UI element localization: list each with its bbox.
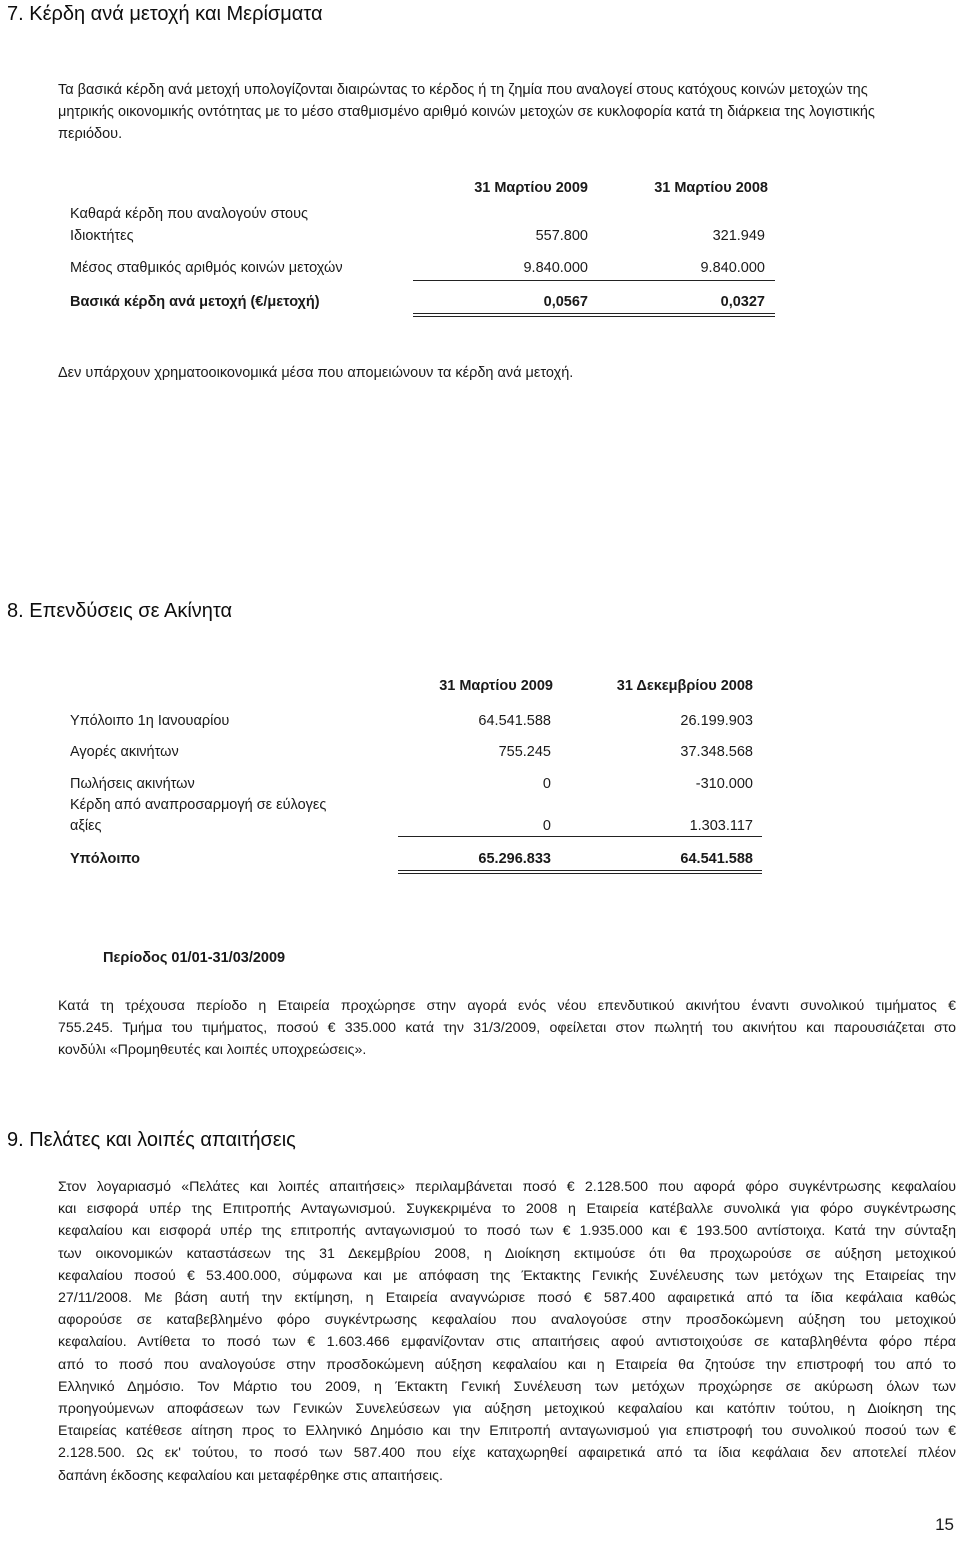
eps-shares-2009: 9.840.000 (523, 260, 588, 276)
eps-shares-2008: 9.840.000 (700, 260, 765, 276)
receivables-line-2: και εισφορά υπέρ της Επιτροπής Ανταγωνισμού. Συγκεκριμένα το 2008 η Εταιρεία κατέβαλλε συνολικά για φόρο συγκέντρωσης (58, 1201, 956, 1218)
intro-line-2: μητρικής οικονομικής οντότητας με το μέσο σταθμισμένο αριθμό κοινών μετοχών σε κυκλοφορία κατά τη διάρκεια της λογιστικής (58, 104, 875, 120)
intro-line-3: περιόδου. (58, 126, 123, 142)
inv-fairvalue-2009: 0 (542, 818, 551, 834)
inv-opening-2008: 26.199.903 (680, 713, 753, 729)
inv-purchases-2009: 755.245 (498, 744, 551, 760)
inv-row-purchases-label: Αγορές ακινήτων (70, 744, 179, 760)
receivables-line-4: των οικονομικών καταστάσεων της 31 Δεκεμβρίου 2008, η Διοίκηση εκτιμούσε ότι θα προχωρούσε σε αύξηση μετοχικού (58, 1245, 956, 1262)
inv-total-double-line-bottom (398, 873, 762, 874)
receivables-line-13: 2.128.500. Ως εκ' τούτου, το ποσό των 587.400 που είχε καταχωρηθεί αφαιρετικά από τα ίδια κεφάλαια δεν αποτελεί πλέον (58, 1445, 956, 1462)
eps-col-header-2008: 31 Μαρτίου 2008 (654, 180, 768, 196)
eps-col-header-2009: 31 Μαρτίου 2009 (474, 180, 588, 196)
eps-row-shares-label: Μέσος σταθμικός αριθμός κοινών μετοχών (70, 260, 343, 276)
receivables-line-10: Ελληνικό Δημόσιο. Τον Μάρτιο του 2009, η Έκτακτη Γενική Συνέλευση των μετόχων προχώρησε σε ακύρωση όλων των (58, 1378, 956, 1395)
inv-sales-2009: 0 (542, 776, 551, 792)
period-paragraph (58, 995, 956, 1062)
receivables-line-11: προηγούμενων αποφάσεων των Γενικών Συνελεύσεων για αύξηση μετοχικού κεφαλαίου και κατόπιν τούτου, η Διοίκηση της (58, 1401, 956, 1418)
section-9-heading: 9. Πελάτες και λοιπές απαιτήσεις (7, 1129, 296, 1151)
eps-total-double-line-bottom (413, 316, 775, 317)
receivables-paragraph (58, 1176, 956, 1487)
receivables-line-3: κεφαλαίου και εισφορά υπέρ της επιτροπής ανταγωνισμού το ποσό των € 1.935.000 και € 193.500 αντίστοιχα. Κατά την σύνταξη (58, 1223, 956, 1240)
inv-closing-2009: 65.296.833 (478, 851, 551, 867)
inv-row-closing-label: Υπόλοιπο (70, 851, 140, 867)
section-8-heading: 8. Επενδύσεις σε Ακίνητα (7, 600, 233, 622)
period-line-1: Κατά τη τρέχουσα περίοδο η Εταιρεία προχώρησε στην αγορά ενός νέου επενδυτικού ακινήτου έναντι συνολικού τιμήματος € (58, 998, 956, 1014)
receivables-line-14: δαπάνη έκδοσης κεφαλαίου και μεταφέρθηκε στις απαιτήσεις. (58, 1467, 443, 1484)
eps-basic-2009: 0,0567 (543, 294, 588, 310)
inv-col-header-2008: 31 Δεκεμβρίου 2008 (616, 678, 753, 694)
inv-total-double-line-top (398, 870, 762, 871)
inv-fairvalue-2008: 1.303.117 (689, 818, 753, 834)
period-heading: Περίοδος 01/01-31/03/2009 (103, 950, 286, 966)
eps-net-profit-2009: 557.800 (535, 228, 588, 244)
inv-row-opening-label: Υπόλοιπο 1η Ιανουαρίου (70, 713, 230, 729)
eps-row-basic-label: Βασικά κέρδη ανά μετοχή (€/μετοχή) (70, 294, 320, 310)
receivables-line-8: κεφαλαίου. Αντίθετα το ποσό των € 1.603.466 εμφανίζονταν στις απαιτήσεις αφού αντιστοιχούσε σε καταβληθέντα φόρο πέρα (58, 1334, 956, 1351)
eps-net-profit-2008: 321.949 (712, 228, 765, 244)
inv-row-fairvalue-label-2: αξίες (70, 818, 102, 834)
period-line-2: 755.245. Τμήμα του τιμήματος, ποσού € 335.000 κατά την 31/3/2009, οφείλεται στον πωλητή του ακινήτου και παρουσιάζεται στο (58, 1020, 956, 1037)
inv-sales-2008: -310.000 (695, 776, 753, 792)
intro-line-1: Τα βασικά κέρδη ανά μετοχή υπολογίζονται διαιρώντας το κέρδος ή τη ζημία που αναλογεί στους κατόχους κοινών μετοχών της (58, 82, 868, 98)
eps-basic-2008: 0,0327 (720, 294, 765, 310)
inv-closing-2008: 64.541.588 (680, 851, 753, 867)
eps-subtotal-line (413, 280, 775, 281)
section-7-heading: 7. Κέρδη ανά μετοχή και Μερίσματα (7, 3, 323, 25)
receivables-line-5: κεφαλαίου ποσού € 53.400.000, σύμφωνα και με απόφαση της Έκτακτης Γενικής Συνέλευσης των μετόχων της Εταιρείας την (58, 1267, 956, 1284)
eps-total-double-line-top (413, 313, 775, 314)
page-number: 15 (935, 1515, 954, 1534)
inv-row-sales-label: Πωλήσεις ακινήτων (70, 776, 195, 792)
inv-subtotal-line (398, 836, 762, 837)
period-line-3: κονδύλι «Προμηθευτές και λοιπές υποχρεώσεις». (58, 1042, 367, 1059)
receivables-line-6: 27/11/2008. Με βάση αυτή την εκτίμηση, η Εταιρεία αναγνώρισε ποσό € 587.400 αφαιρετικά από τα ίδια κεφάλαια καθώς (58, 1290, 956, 1307)
receivables-line-12: Εταιρείας κατέθεσε αίτηση προς το Ελληνικό Δημόσιο και την Επιτροπή ανταγωνισμού για επιστροφή του συνολικού ποσού των € (58, 1423, 956, 1440)
receivables-line-9: από το ποσό που αναλογούσε στην προσδοκώμενη αύξηση κεφαλαίου και η Εταιρεία θα ζητούσε την επιστροφή του από το (58, 1356, 956, 1373)
inv-purchases-2008: 37.348.568 (680, 744, 753, 760)
inv-col-header-2009: 31 Μαρτίου 2009 (439, 678, 553, 694)
eps-row-net-profit-label-2: Ιδιοκτήτες (70, 228, 134, 244)
eps-note: Δεν υπάρχουν χρηματοοικονομικά μέσα που απομειώνουν τα κέρδη ανά μετοχή. (58, 365, 574, 381)
inv-row-fairvalue-label-1: Κέρδη από αναπροσαρμογή σε εύλογες (70, 797, 327, 813)
inv-opening-2009: 64.541.588 (478, 713, 551, 729)
receivables-line-1: Στον λογαριασμό «Πελάτες και λοιπές απαιτήσεις» περιλαμβάνεται ποσό € 2.128.500 που αφορά φόρο συγκέντρωσης κεφαλαίου (58, 1179, 956, 1195)
receivables-line-7: αφορούσε σε καταβεβλημένο φόρο συγκέντρωσης κεφαλαίου που αναλογούσε στην προσδοκώμενη αύξηση του μετοχικού (58, 1312, 956, 1329)
eps-row-net-profit-label-1: Καθαρά κέρδη που αναλογούν στους (70, 206, 309, 222)
